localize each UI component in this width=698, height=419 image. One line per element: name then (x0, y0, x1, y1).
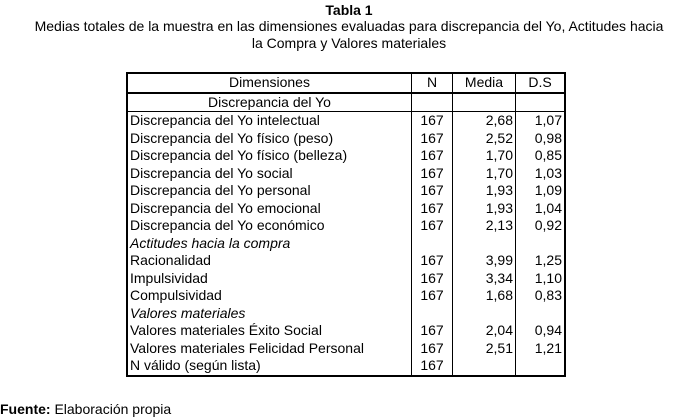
table-row (127, 147, 565, 165)
cell-media: 2,13 (453, 217, 516, 235)
cell-n: 167 (412, 130, 453, 148)
cell-n (412, 235, 453, 253)
cell-media: 2,51 (453, 340, 516, 358)
header-dimensiones: Dimensiones (127, 73, 412, 93)
cell-media: 1,70 (453, 147, 516, 165)
table-row (127, 235, 565, 253)
cell-media: 2,04 (453, 322, 516, 340)
header-media: Media (453, 73, 516, 93)
cell-dimension: Compulsividad (130, 287, 222, 304)
footer-text: Elaboración propia (50, 401, 172, 417)
cell-n: 167 (412, 147, 453, 165)
section-title: Discrepancia del Yo (127, 93, 412, 112)
cell-n: 167 (412, 217, 453, 235)
cell-ds: 0,83 (516, 287, 566, 305)
cell-dimension: Valores materiales Felicidad Personal (130, 339, 364, 356)
table-row (127, 112, 565, 130)
table-row (127, 200, 565, 218)
footer-source (0, 401, 171, 418)
caption-line-2: la Compra y Valores materiales (251, 35, 447, 51)
cell-n: 167 (412, 340, 453, 358)
cell-media: 1,68 (453, 287, 516, 305)
cell-dimension: Discrepancia del Yo personal (130, 182, 311, 199)
table-row (127, 287, 565, 305)
cell-media (453, 305, 516, 323)
cell-media: 1,93 (453, 200, 516, 218)
cell-n: 167 (412, 112, 453, 130)
footer-label: Fuente: (0, 401, 51, 417)
table-row (127, 357, 565, 376)
table-row (127, 322, 565, 340)
cell-media: 3,99 (453, 252, 516, 270)
header-ds: D.S (516, 73, 566, 93)
cell-n: 167 (412, 200, 453, 218)
cell-ds: 1,25 (516, 252, 566, 270)
table-row (127, 270, 565, 288)
cell-dimension: Valores materiales (130, 304, 246, 321)
section-cell-ds (516, 93, 566, 112)
cell-dimension: Discrepancia del Yo físico (peso) (130, 129, 334, 146)
cell-dimension: Discrepancia del Yo emocional (130, 199, 321, 216)
cell-dimension: Impulsividad (130, 269, 208, 286)
cell-ds: 1,10 (516, 270, 566, 288)
cell-n: 167 (412, 182, 453, 200)
cell-n: 167 (412, 287, 453, 305)
cell-dimension: Valores materiales Éxito Social (130, 322, 322, 339)
cell-ds: 1,07 (516, 112, 566, 130)
cell-ds: 1,04 (516, 200, 566, 218)
cell-n: 167 (412, 322, 453, 340)
cell-dimension: Discrepancia del Yo económico (130, 217, 325, 234)
cell-ds: 0,98 (516, 130, 566, 148)
cell-ds: 1,03 (516, 165, 566, 183)
section-row (127, 93, 565, 112)
cell-media (453, 235, 516, 253)
cell-media: 3,34 (453, 270, 516, 288)
table-row (127, 305, 565, 323)
table-header-row (127, 73, 565, 93)
table-row (127, 130, 565, 148)
cell-media: 2,68 (453, 112, 516, 130)
cell-dimension: Discrepancia del Yo físico (belleza) (130, 147, 348, 164)
cell-ds: 1,21 (516, 340, 566, 358)
cell-n: 167 (412, 252, 453, 270)
table-row (127, 165, 565, 183)
cell-ds (516, 305, 566, 323)
cell-media (453, 357, 516, 376)
cell-n: 167 (412, 270, 453, 288)
cell-dimension: Actitudes hacia la compra (130, 234, 291, 251)
cell-dimension: N válido (según lista) (130, 357, 261, 374)
cell-dimension: Discrepancia del Yo intelectual (130, 112, 320, 129)
table-caption (0, 18, 698, 52)
cell-ds: 1,09 (516, 182, 566, 200)
cell-ds: 0,94 (516, 322, 566, 340)
table-title: Tabla 1 (325, 2, 373, 18)
cell-ds (516, 357, 566, 376)
cell-n: 167 (412, 357, 453, 376)
cell-ds: 0,85 (516, 147, 566, 165)
table-row (127, 340, 565, 358)
table-row (127, 182, 565, 200)
cell-n: 167 (412, 165, 453, 183)
caption-line-1: Medias totales de la muestra en las dimensiones evaluadas para discrepancia del Yo, Actitudes hacia (34, 18, 664, 34)
table-row (127, 217, 565, 235)
section-cell-media (453, 93, 516, 112)
section-cell-n (412, 93, 453, 112)
cell-dimension: Racionalidad (130, 252, 211, 269)
cell-ds: 0,92 (516, 217, 566, 235)
cell-n (412, 305, 453, 323)
cell-media: 1,70 (453, 165, 516, 183)
table-row (127, 252, 565, 270)
cell-dimension: Discrepancia del Yo social (130, 164, 293, 181)
cell-media: 1,93 (453, 182, 516, 200)
cell-ds (516, 235, 566, 253)
header-n: N (412, 73, 453, 93)
data-table (126, 72, 566, 377)
cell-media: 2,52 (453, 130, 516, 148)
